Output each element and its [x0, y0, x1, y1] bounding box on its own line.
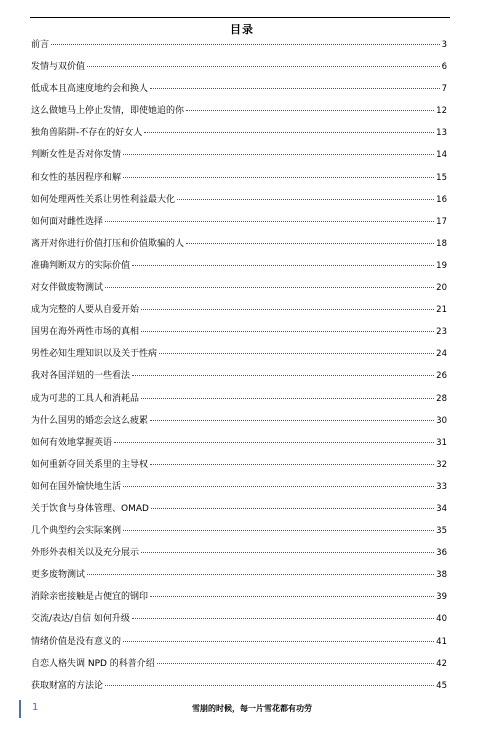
toc-entry[interactable] [31, 367, 447, 389]
toc-entry-label[interactable]: 关于饮食与身体管理、OMAD [31, 503, 149, 514]
toc-entry[interactable] [31, 522, 447, 544]
toc-entry[interactable] [31, 279, 447, 301]
toc-dot-leader [141, 398, 434, 399]
toc-entry-label[interactable]: 发情与双价值 [31, 62, 86, 73]
toc-entry-page[interactable]: 36 [436, 548, 447, 559]
toc-dot-leader [114, 442, 434, 443]
toc-entry[interactable] [31, 169, 447, 191]
toc-entry-page[interactable]: 42 [436, 658, 447, 669]
toc-entry[interactable] [31, 500, 447, 522]
toc-entry-label[interactable]: 几个典型约会实际案例 [31, 526, 122, 537]
toc-entry-label[interactable]: 如何有效地掌握英语 [31, 437, 113, 448]
toc-entry-page[interactable]: 17 [436, 216, 447, 227]
toc-entry-page[interactable]: 19 [436, 260, 447, 271]
toc-entry-page[interactable]: 24 [436, 349, 447, 360]
toc-entry-page[interactable]: 26 [436, 371, 447, 382]
toc-entry-page[interactable]: 6 [441, 62, 447, 73]
footer-page-number: 1 [32, 702, 39, 713]
toc-entry[interactable] [31, 213, 447, 235]
toc-dot-leader [105, 221, 434, 222]
toc-entry-page[interactable]: 45 [436, 680, 447, 691]
toc-entry[interactable] [31, 677, 447, 699]
toc-entry-label[interactable]: 离开对你进行价值打压和价值欺骗的人 [31, 238, 185, 249]
toc-entry[interactable] [31, 301, 447, 323]
toc-entry-page[interactable]: 18 [436, 238, 447, 249]
toc-entry[interactable] [31, 478, 447, 500]
toc-entry[interactable] [31, 146, 447, 168]
toc-dot-leader [159, 353, 434, 354]
toc-dot-leader [150, 464, 434, 465]
toc-dot-leader [186, 110, 434, 111]
toc-entry-page[interactable]: 7 [441, 84, 447, 95]
toc-dot-leader [150, 596, 434, 597]
toc-entry-label[interactable]: 前言 [31, 40, 50, 50]
toc-entry-page[interactable]: 41 [436, 636, 447, 647]
toc-dot-leader [151, 508, 434, 509]
toc-entry-label[interactable]: 成为完整的人要从自爱开始 [31, 305, 140, 316]
toc-list [31, 36, 447, 699]
toc-entry[interactable] [31, 257, 447, 279]
toc-entry-page[interactable]: 13 [436, 128, 447, 139]
toc-entry-label[interactable]: 情绪价值是没有意义的 [31, 636, 122, 647]
footer-motto: 雪崩的时候，每一片雪花都有功劳 [192, 703, 312, 713]
toc-dot-leader [132, 265, 434, 266]
toc-entry-label[interactable]: 独角兽陷阱-不存在的好女人 [31, 128, 143, 139]
toc-entry-label[interactable]: 我对各国洋妞的一些看法 [31, 371, 131, 382]
toc-entry[interactable] [31, 345, 447, 367]
toc-dot-leader [186, 243, 434, 244]
toc-entry-page[interactable]: 20 [436, 283, 447, 294]
toc-entry[interactable] [31, 434, 447, 456]
toc-dot-leader [141, 331, 434, 332]
toc-entry[interactable] [31, 58, 447, 80]
toc-entry-label[interactable]: 成为可悲的工具人和消耗品 [31, 393, 140, 404]
toc-entry[interactable] [31, 102, 447, 124]
toc-entry[interactable] [31, 610, 447, 632]
toc-dot-leader [150, 420, 434, 421]
toc-entry-label[interactable]: 国男在海外两性市场的真相 [31, 327, 140, 338]
toc-entry-label[interactable]: 如何面对雌性选择 [31, 216, 104, 227]
toc-dot-leader [177, 199, 434, 200]
toc-dot-leader [51, 44, 440, 45]
toc-dot-leader [123, 641, 434, 642]
toc-title: 目录 [230, 23, 254, 36]
toc-entry-page[interactable]: 3 [441, 40, 447, 50]
toc-entry-page[interactable]: 21 [436, 305, 447, 316]
toc-entry[interactable] [31, 323, 447, 345]
toc-entry[interactable] [31, 80, 447, 102]
toc-entry-page[interactable]: 28 [436, 393, 447, 404]
toc-entry-page[interactable]: 31 [436, 437, 447, 448]
toc-entry[interactable] [31, 124, 447, 146]
toc-entry-label[interactable]: 外形外表相关以及充分展示 [31, 548, 140, 559]
toc-entry-page[interactable]: 32 [436, 459, 447, 470]
toc-entry-page[interactable]: 34 [436, 503, 447, 514]
toc-dot-leader [150, 88, 440, 89]
toc-dot-leader [144, 132, 434, 133]
toc-entry-page[interactable]: 30 [436, 415, 447, 426]
toc-entry[interactable] [31, 633, 447, 655]
toc-dot-leader [157, 663, 434, 664]
toc-entry-label[interactable]: 低成本且高速度地约会和换人 [31, 84, 149, 95]
toc-dot-leader [141, 552, 434, 553]
toc-entry-label[interactable]: 判断女性是否对你发情 [31, 150, 122, 161]
toc-entry-page[interactable]: 38 [436, 570, 447, 581]
toc-dot-leader [123, 154, 434, 155]
toc-entry-label[interactable]: 如何处理两性关系让男性利益最大化 [31, 194, 176, 205]
toc-entry[interactable] [31, 412, 447, 434]
toc-entry[interactable] [31, 36, 447, 58]
toc-entry[interactable] [31, 235, 447, 257]
toc-entry-label[interactable]: 消除亲密接触是占便宜的钢印 [31, 592, 149, 603]
toc-entry-label[interactable]: 这么做她马上停止发情，即使她追的你 [31, 106, 185, 117]
toc-dot-leader [123, 486, 434, 487]
toc-entry[interactable] [31, 655, 447, 677]
toc-entry-label[interactable]: 对女伴做废物测试 [31, 283, 104, 294]
header-rule [30, 17, 450, 18]
toc-entry-label[interactable]: 男性必知生理知识以及关于性病 [31, 349, 158, 360]
toc-entry[interactable] [31, 390, 447, 412]
toc-entry[interactable] [31, 456, 447, 478]
toc-entry[interactable] [31, 566, 447, 588]
toc-entry-label[interactable]: 交流/表达/自信 如何升级 [31, 614, 130, 625]
toc-entry-label[interactable]: 自恋人格失调 NPD 的科普介绍 [31, 658, 155, 669]
toc-entry-label[interactable]: 如何重新夺回关系里的主导权 [31, 459, 149, 470]
toc-entry-label[interactable]: 如何在国外愉快地生活 [31, 481, 122, 492]
toc-entry[interactable] [31, 588, 447, 610]
toc-entry-page[interactable]: 14 [436, 150, 447, 161]
toc-dot-leader [105, 685, 434, 686]
toc-entry-label[interactable]: 获取财富的方法论 [31, 680, 104, 691]
toc-entry-page[interactable]: 33 [436, 481, 447, 492]
toc-entry-page[interactable]: 16 [436, 194, 447, 205]
toc-entry[interactable] [31, 544, 447, 566]
toc-dot-leader [123, 530, 434, 531]
toc-entry-page[interactable]: 35 [436, 526, 447, 537]
toc-dot-leader [123, 177, 434, 178]
toc-entry-label[interactable]: 和女性的基因程序和解 [31, 172, 122, 183]
toc-entry-label[interactable]: 为什么国男的婚恋会这么疲累 [31, 415, 149, 426]
toc-dot-leader [87, 66, 440, 67]
toc-dot-leader [105, 287, 434, 288]
toc-entry-label[interactable]: 准确判断双方的实际价值 [31, 260, 131, 271]
toc-entry-label[interactable]: 更多废物测试 [31, 570, 86, 581]
toc-entry-page[interactable]: 12 [436, 106, 447, 117]
toc-entry[interactable] [31, 191, 447, 213]
toc-entry-page[interactable]: 15 [436, 172, 447, 183]
toc-entry-page[interactable]: 40 [436, 614, 447, 625]
toc-dot-leader [87, 574, 434, 575]
toc-dot-leader [141, 309, 434, 310]
toc-entry-page[interactable]: 39 [436, 592, 447, 603]
toc-dot-leader [132, 618, 434, 619]
toc-entry-page[interactable]: 23 [436, 327, 447, 338]
toc-dot-leader [132, 375, 434, 376]
